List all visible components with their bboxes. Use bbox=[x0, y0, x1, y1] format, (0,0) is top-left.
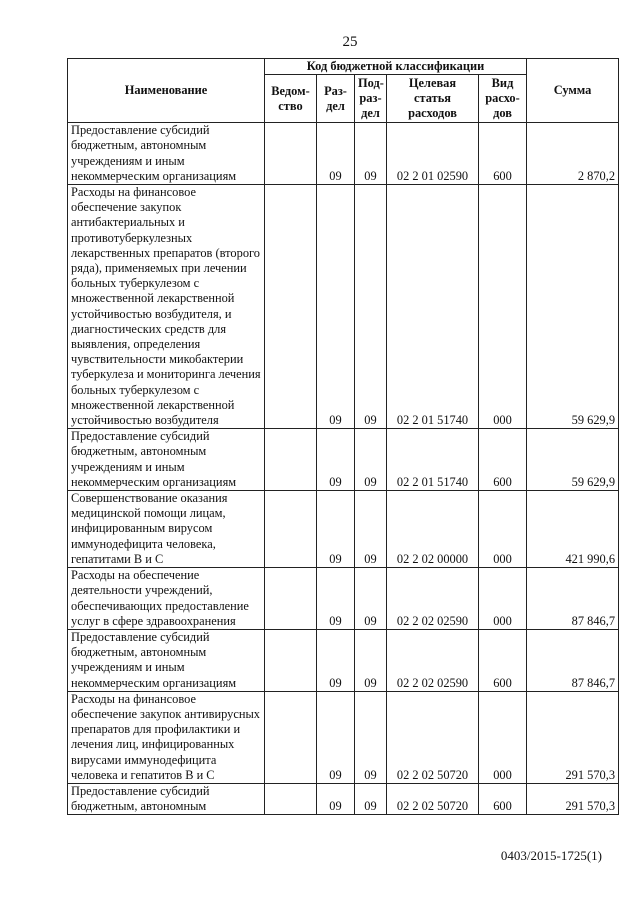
row-target: 02 2 01 51740 bbox=[387, 185, 479, 429]
row-sum: 291 570,3 bbox=[527, 691, 619, 783]
row-vid: 600 bbox=[479, 629, 527, 691]
row-target: 02 2 02 02590 bbox=[387, 568, 479, 630]
row-podrazdel: 09 bbox=[355, 491, 387, 568]
header-vid: Вид расхо-дов bbox=[479, 75, 527, 123]
row-vid: 000 bbox=[479, 691, 527, 783]
table-row bbox=[68, 123, 619, 185]
header-name: Наименование bbox=[68, 59, 265, 123]
row-name: Расходы на финансовое обеспечение закупок антибактериальных и противотуберкулезных лекарственных препаратов (второго ряда), применяемых при лечении больных туберкулезом с множественной лекарственной устойчивостью возбудителя, и диагностических средств для выявления, определения чувствительности микобактерии туберкулеза и мониторинга лечения больных туберкулезом с множественной лекарственной устойчивостью возбудителя bbox=[68, 185, 265, 429]
row-razdel: 09 bbox=[317, 783, 355, 814]
row-name: Предоставление субсидий бюджетным, автономным bbox=[68, 783, 265, 814]
table-row bbox=[68, 629, 619, 691]
row-target: 02 2 02 50720 bbox=[387, 691, 479, 783]
row-vedomstvo bbox=[265, 629, 317, 691]
row-sum: 421 990,6 bbox=[527, 491, 619, 568]
row-vid: 000 bbox=[479, 491, 527, 568]
header-target: Целевая статья расходов bbox=[387, 75, 479, 123]
row-vid: 600 bbox=[479, 123, 527, 185]
row-name: Расходы на обеспечение деятельности учреждений, обеспечивающих предоставление услуг в сфере здравоохранения bbox=[68, 568, 265, 630]
row-razdel: 09 bbox=[317, 629, 355, 691]
table-row bbox=[68, 691, 619, 783]
row-razdel: 09 bbox=[317, 691, 355, 783]
row-name: Совершенствование оказания медицинской помощи лицам, инфицированным вирусом иммунодефицита человека, гепатитами В и С bbox=[68, 491, 265, 568]
row-name: Предоставление субсидий бюджетным, автономным учреждениям и иным некоммерческим организациям bbox=[68, 629, 265, 691]
row-podrazdel: 09 bbox=[355, 429, 387, 491]
row-razdel: 09 bbox=[317, 123, 355, 185]
row-razdel: 09 bbox=[317, 568, 355, 630]
row-vedomstvo bbox=[265, 429, 317, 491]
header-razdel: Раз-дел bbox=[317, 75, 355, 123]
table-row bbox=[68, 185, 619, 429]
row-podrazdel: 09 bbox=[355, 783, 387, 814]
row-podrazdel: 09 bbox=[355, 691, 387, 783]
row-vid: 600 bbox=[479, 429, 527, 491]
row-podrazdel: 09 bbox=[355, 629, 387, 691]
row-vedomstvo bbox=[265, 783, 317, 814]
row-target: 02 2 01 02590 bbox=[387, 123, 479, 185]
table-row bbox=[68, 568, 619, 630]
row-podrazdel: 09 bbox=[355, 185, 387, 429]
row-vid: 000 bbox=[479, 185, 527, 429]
row-razdel: 09 bbox=[317, 491, 355, 568]
row-sum: 2 870,2 bbox=[527, 123, 619, 185]
page-number: 25 bbox=[342, 34, 358, 50]
table-row bbox=[68, 429, 619, 491]
row-vedomstvo bbox=[265, 185, 317, 429]
table-row bbox=[68, 491, 619, 568]
document-number: 0403/2015-1725(1) bbox=[500, 848, 602, 863]
row-vedomstvo bbox=[265, 691, 317, 783]
header-podrazdel: Под-раз-дел bbox=[355, 75, 387, 123]
row-sum: 59 629,9 bbox=[527, 185, 619, 429]
budget-table bbox=[67, 58, 619, 815]
header-vedomstvo: Ведом-ство bbox=[265, 75, 317, 123]
row-razdel: 09 bbox=[317, 185, 355, 429]
header-sum: Сумма bbox=[527, 59, 619, 123]
row-target: 02 2 01 51740 bbox=[387, 429, 479, 491]
row-target: 02 2 02 50720 bbox=[387, 783, 479, 814]
row-name: Предоставление субсидий бюджетным, автономным учреждениям и иным некоммерческим организациям bbox=[68, 123, 265, 185]
row-vid: 600 bbox=[479, 783, 527, 814]
row-sum: 291 570,3 bbox=[527, 783, 619, 814]
row-vedomstvo bbox=[265, 491, 317, 568]
row-vid: 000 bbox=[479, 568, 527, 630]
row-sum: 87 846,7 bbox=[527, 568, 619, 630]
row-sum: 87 846,7 bbox=[527, 629, 619, 691]
row-target: 02 2 02 00000 bbox=[387, 491, 479, 568]
row-sum: 59 629,9 bbox=[527, 429, 619, 491]
header-budget-code: Код бюджетной классификации bbox=[265, 59, 527, 75]
row-razdel: 09 bbox=[317, 429, 355, 491]
row-target: 02 2 02 02590 bbox=[387, 629, 479, 691]
row-podrazdel: 09 bbox=[355, 123, 387, 185]
table-row bbox=[68, 783, 619, 814]
row-vedomstvo bbox=[265, 568, 317, 630]
row-name: Предоставление субсидий бюджетным, автономным учреждениям и иным некоммерческим организациям bbox=[68, 429, 265, 491]
row-vedomstvo bbox=[265, 123, 317, 185]
row-podrazdel: 09 bbox=[355, 568, 387, 630]
row-name: Расходы на финансовое обеспечение закупок антивирусных препаратов для профилактики и лечения лиц, инфицированных вирусами иммунодефицита человека и гепатитов В и С bbox=[68, 691, 265, 783]
